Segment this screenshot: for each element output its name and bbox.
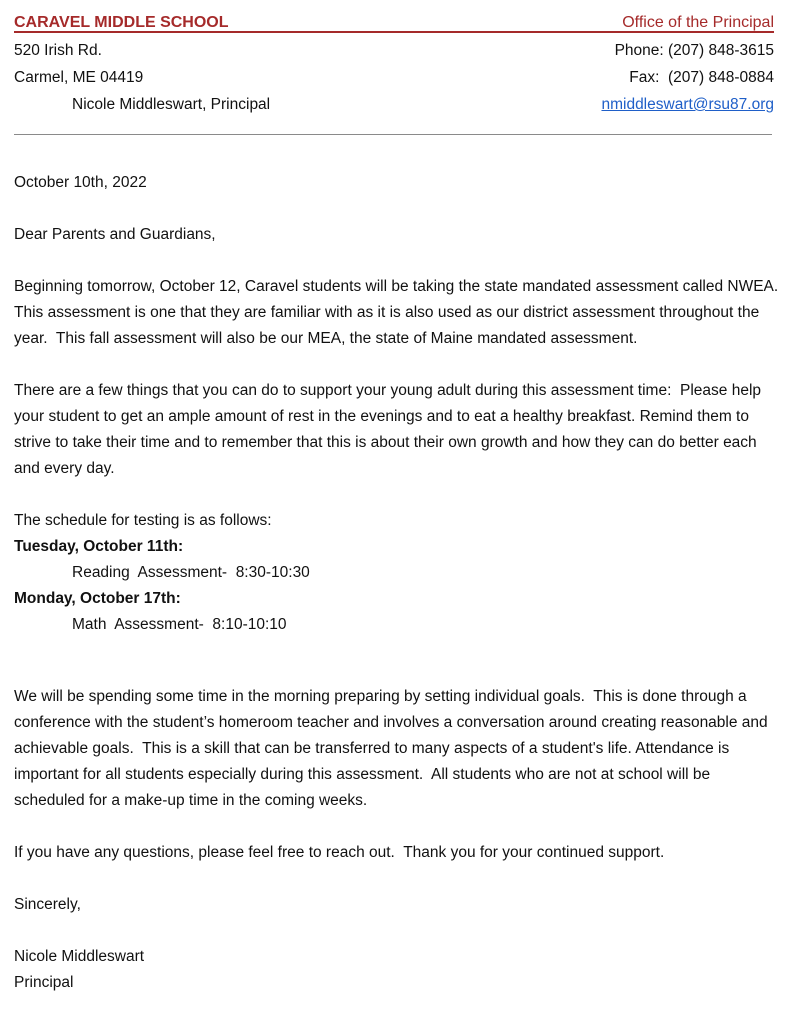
schedule-day-2: Monday, October 17th: bbox=[14, 590, 181, 607]
address-city: Carmel, ME 04419 bbox=[14, 69, 144, 86]
schedule-item-2: Math Assessment- 8:10-10:10 bbox=[72, 616, 287, 633]
email-link[interactable]: nmiddleswart@rsu87.org bbox=[601, 96, 774, 113]
schedule-day-1: Tuesday, October 11th: bbox=[14, 538, 184, 555]
header-divider bbox=[14, 134, 772, 135]
principal-name: Nicole Middleswart, Principal bbox=[72, 96, 271, 113]
letter-date: October 10th, 2022 bbox=[14, 174, 147, 191]
header-underline bbox=[14, 31, 774, 33]
phone-number: Phone: (207) 848-3615 bbox=[614, 42, 774, 59]
letterhead-row-3 bbox=[14, 65, 774, 91]
paragraph-3: We will be spending some time in the morning preparing by setting individual goals. This is done through a conference with the student’s homeroom teacher and involves a conversation around creating reasonable and achievable goals. This is a skill that can be transferred to many aspects of a student's life. Attendance is important for all students especially during this assessment. All students who are not at school will be scheduled for a make-up time in the coming weeks. bbox=[14, 688, 772, 809]
fax-number: Fax: (207) 848-0884 bbox=[629, 69, 774, 86]
school-name: CARAVEL MIDDLE SCHOOL bbox=[14, 14, 229, 31]
letterhead-row-1 bbox=[14, 10, 774, 36]
paragraph-2: There are a few things that you can do to support your young adult during this assessment time: Please help your student to get an ample amount of rest in the evenings and to eat a healthy breakfast. Remind them to strive to take their time and to remember that this is about their own growth and how they can do better each and every day. bbox=[14, 382, 766, 477]
signature-title: Principal bbox=[14, 974, 74, 991]
schedule-intro: The schedule for testing is as follows: bbox=[14, 512, 272, 529]
salutation: Dear Parents and Guardians, bbox=[14, 226, 216, 243]
address-street: 520 Irish Rd. bbox=[14, 42, 102, 59]
letterhead-row-4 bbox=[14, 92, 774, 118]
paragraph-1: Beginning tomorrow, October 12, Caravel students will be taking the state mandated assessment called NWEA. This assessment is one that they are familiar with as it is also used as our district assessment throughout the year. This fall assessment will also be our MEA, the state of Maine mandated assessment. bbox=[14, 278, 787, 347]
signature-name: Nicole Middleswart bbox=[14, 948, 145, 965]
schedule-item-1: Reading Assessment- 8:30-10:30 bbox=[72, 564, 310, 581]
letterhead-row-2 bbox=[14, 38, 774, 64]
letterhead bbox=[14, 10, 774, 130]
letter-body bbox=[14, 170, 787, 996]
office-title: Office of the Principal bbox=[622, 14, 774, 31]
closing: Sincerely, bbox=[14, 896, 81, 913]
paragraph-4: If you have any questions, please feel free to reach out. Thank you for your continued support. bbox=[14, 844, 665, 861]
